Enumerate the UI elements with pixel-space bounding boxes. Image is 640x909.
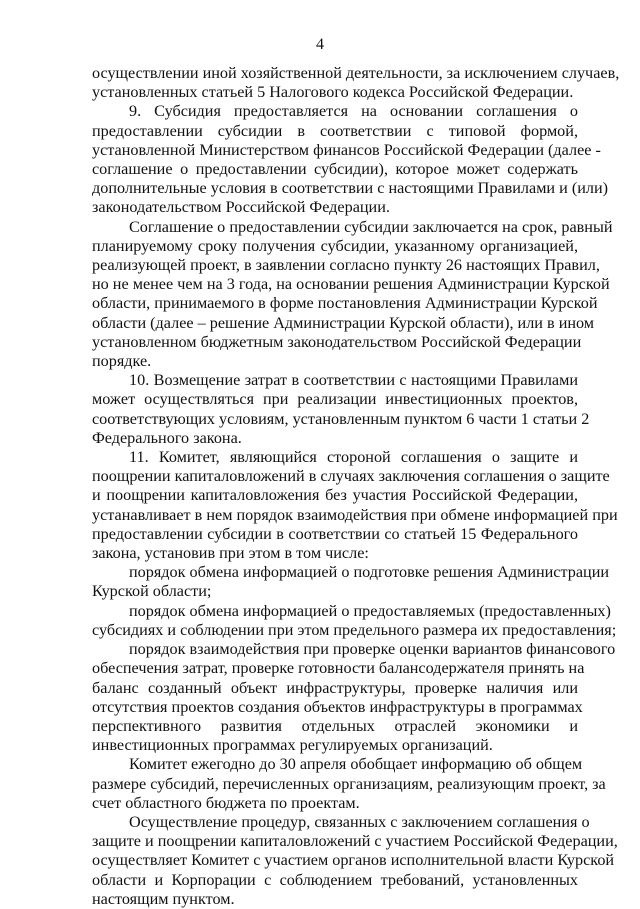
paragraph-p-11-b xyxy=(92,601,617,640)
text-line: реализующей проект, в заявлении согласно пункту 26 настоящих Правил, xyxy=(92,256,600,275)
text-line: осуществлении иной хозяйственной деятельности, за исключением случаев, xyxy=(92,64,620,82)
text-line: и поощрении капиталовложения без участия Российской Федерации, xyxy=(92,486,578,505)
text-line: области (далее – решение Администрации Курской области), или в ином xyxy=(92,313,595,332)
text-line: но не менее чем на 3 года, на основании решения Администрации Курской xyxy=(92,275,610,294)
text-line: может осуществляться при реализации инвестиционных проектов, xyxy=(92,390,578,409)
text-line: порядок обмена информацией о предоставляемых (предоставленных) xyxy=(129,601,611,620)
paragraph-p-10 xyxy=(92,371,590,448)
paragraph-p-procedures xyxy=(92,812,618,909)
text-line: баланс созданный объект инфраструктуры, проверке наличия или xyxy=(92,678,578,697)
page-number: 4 xyxy=(316,36,324,53)
text-line: Федерального закона. xyxy=(92,428,242,447)
text-line: планируемому сроку получения субсидии, указанному организацией, xyxy=(92,236,578,255)
text-line: соглашение о предоставлении субсидии), которое может содержать xyxy=(92,160,578,179)
text-line: порядок обмена информацией о подготовке решения Администрации xyxy=(129,563,610,582)
text-line: установленном бюджетным законодательством Российской Федерации xyxy=(92,332,582,351)
text-line: закона, установив при этом в том числе: xyxy=(92,544,369,563)
paragraph-p-9 xyxy=(92,102,609,217)
text-line: области и Корпорации с соблюдением требований, установленных xyxy=(92,870,578,889)
paragraph-p-continuation xyxy=(92,64,620,102)
text-line: законодательством Российской Федерации. xyxy=(92,198,390,217)
text-line: 10. Возмещение затрат в соответствии с настоящими Правилами xyxy=(129,371,578,390)
paragraph-p-11-a xyxy=(92,563,610,601)
text-line: Осуществление процедур, связанных с заключением соглашения о xyxy=(129,812,590,831)
paragraph-p-annual xyxy=(92,755,606,813)
text-line: поощрении капиталовложений в случаях заключения соглашения о защите xyxy=(92,467,610,486)
text-line: инвестиционных программах регулируемых организаций. xyxy=(92,736,493,755)
text-line: установленных статьей 5 Налогового кодекса Российской Федерации. xyxy=(92,83,574,102)
text-line: отсутствия проектов создания объектов инфраструктуры в программах xyxy=(92,697,583,716)
paragraph-p-11-c xyxy=(92,640,616,755)
text-line: субсидиях и соблюдении при этом предельного размера их предоставления; xyxy=(92,620,617,639)
text-line: соответствующих условиям, установленным пунктом 6 части 1 статьи 2 xyxy=(92,409,590,428)
text-line: порядок взаимодействия при проверке оценки вариантов финансового xyxy=(129,640,616,659)
text-line: порядке. xyxy=(92,352,152,371)
text-line: осуществляет Комитет с участием органов исполнительной власти Курской xyxy=(92,851,615,870)
text-line: предоставлении субсидии в соответствии с типовой формой, xyxy=(92,121,578,140)
text-line: 11. Комитет, являющийся стороной соглашения о защите и xyxy=(129,448,578,467)
text-line: предоставлении субсидии в соответствии со статьей 15 Федерального xyxy=(92,524,578,543)
text-line: Соглашение о предоставлении субсидии заключается на срок, равный xyxy=(129,217,613,236)
text-line: дополнительные условия в соответствии с настоящими Правилами и (или) xyxy=(92,179,609,198)
text-line: Комитет ежегодно до 30 апреля обобщает информацию об общем xyxy=(129,755,583,774)
text-line: защите и поощрении капиталовложений с участием Российской Федерации, xyxy=(92,832,618,851)
text-line: 9. Субсидия предоставляется на основании соглашения о xyxy=(129,102,578,121)
paragraph-p-agreement xyxy=(92,217,613,372)
text-line: настоящим пунктом. xyxy=(92,889,235,908)
paragraph-p-11 xyxy=(92,448,618,563)
text-line: установленной Министерством финансов Российской Федерации (далее - xyxy=(92,140,601,159)
text-line: устанавливает в нем порядок взаимодействия при обмене информацией при xyxy=(92,505,618,524)
text-line: перспективного развития отдельных отраслей экономики и xyxy=(92,716,578,735)
document-body xyxy=(92,64,620,909)
text-line: обеспечения затрат, проверке готовности балансодержателя принять на xyxy=(92,659,585,678)
text-line: размере субсидий, перечисленных организациям, реализующим проект, за xyxy=(92,774,606,793)
text-line: счет областного бюджета по проектам. xyxy=(92,793,360,812)
text-line: Курской области; xyxy=(92,582,212,601)
text-line: области, принимаемого в форме постановления Администрации Курской xyxy=(92,294,598,313)
